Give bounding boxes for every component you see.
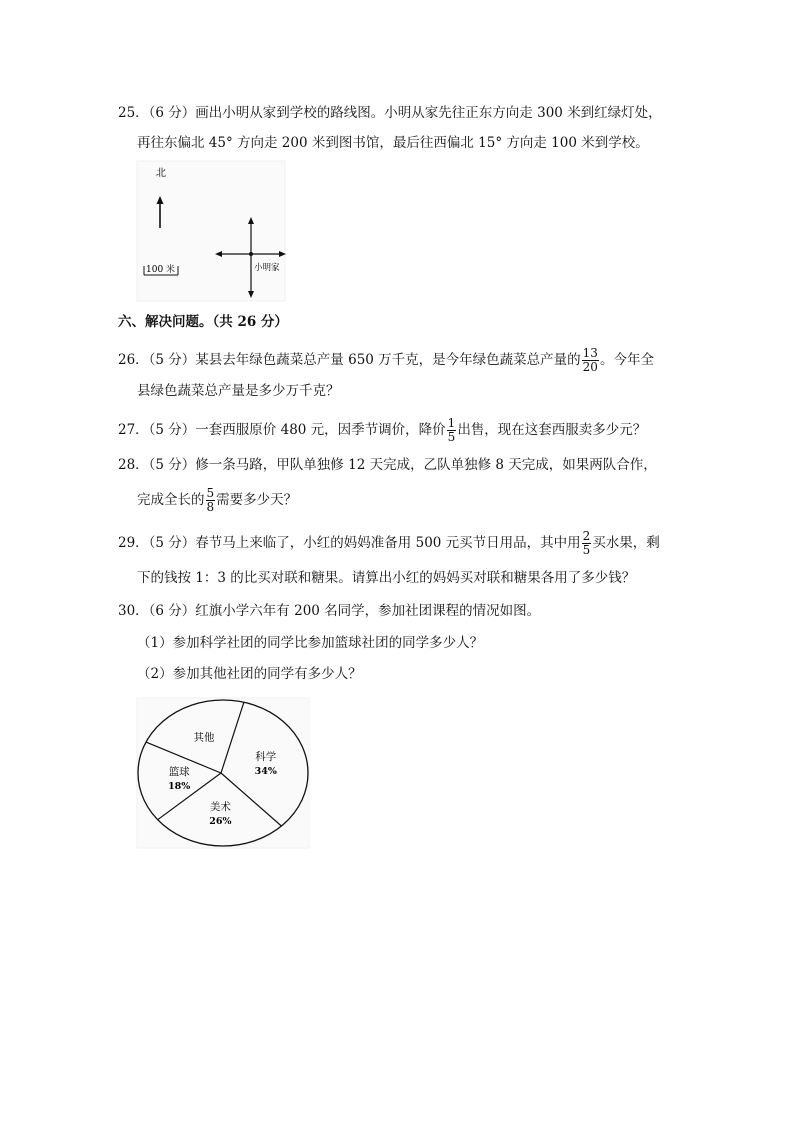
route-map-svg bbox=[136, 160, 286, 302]
q28-text-before: 完成全长的 bbox=[137, 492, 205, 508]
pie-slice-label: 科学 bbox=[255, 750, 277, 763]
q27-frac-den: 5 bbox=[447, 429, 456, 444]
pie-slice-label: 篮球 bbox=[168, 766, 190, 779]
pie-slice-label: 美术 bbox=[209, 801, 231, 814]
q30-sub1: （1）参加科学社团的同学比参加篮球社团的同学多少人？ bbox=[137, 635, 484, 651]
pie-slice-value: 18% bbox=[168, 781, 191, 793]
north-label: 北 bbox=[156, 168, 166, 179]
q27-line bbox=[118, 415, 646, 445]
q27-frac-num: 1 bbox=[447, 415, 456, 430]
pie-slice-value: 26% bbox=[209, 816, 232, 828]
scale-label: 100 米 bbox=[146, 265, 176, 275]
q29-frac-den: 5 bbox=[582, 542, 591, 557]
q27-text-after: 出售，现在这套西服卖多少元？ bbox=[457, 422, 647, 438]
q27-fraction bbox=[447, 417, 457, 444]
q29-frac-num: 2 bbox=[582, 528, 591, 543]
q25-line1: 25．（6 分）画出小明从家到学校的路线图。小明从家先往正东方向走 300 米到红绿灯处， bbox=[118, 105, 662, 121]
q29-text-before: 29．（5 分）春节马上来临了，小红的妈妈准备用 500 元买节日用品，其中用 bbox=[118, 535, 581, 551]
q29-text-after: 买水果，剩 bbox=[592, 535, 660, 551]
club-pie-chart bbox=[136, 697, 310, 849]
q26-frac-den: 20 bbox=[582, 359, 598, 374]
section-title: 六、解决问题。（共 26 分） bbox=[118, 314, 288, 330]
route-map-figure bbox=[136, 160, 286, 302]
q29-fraction bbox=[582, 530, 592, 557]
home-label: 小明家 bbox=[254, 263, 280, 273]
q26-line2: 县绿色蔬菜总产量是多少万千克？ bbox=[137, 383, 340, 399]
q29-line1 bbox=[118, 528, 660, 558]
q28-line2 bbox=[137, 485, 297, 515]
q26-text-after: 。今年全 bbox=[599, 352, 654, 368]
q26-text-before: 26．（5 分）某县去年绿色蔬菜总产量 650 万千克，是今年绿色蔬菜总产量的 bbox=[118, 352, 581, 368]
q26-fraction bbox=[582, 347, 599, 374]
q28-line1: 28．（5 分）修一条马路，甲队单独修 12 天完成，乙队单独修 8 天完成，如果两队合作， bbox=[118, 457, 657, 473]
q28-frac-num: 5 bbox=[206, 485, 215, 500]
pie-chart-svg bbox=[136, 697, 310, 849]
q26-frac-num: 13 bbox=[582, 345, 598, 360]
q29-line2: 下的钱按 1：3 的比买对联和糖果。请算出小红的妈妈买对联和糖果各用了多少钱？ bbox=[137, 570, 636, 586]
q28-frac-den: 8 bbox=[206, 499, 215, 514]
q26-line1 bbox=[118, 345, 654, 375]
q25-line2: 再往东偏北 45° 方向走 200 米到图书馆，最后往西偏北 15° 方向走 100 米到学校。 bbox=[137, 135, 649, 151]
q30-sub2: （2）参加其他社团的同学有多少人？ bbox=[137, 666, 362, 682]
q28-fraction bbox=[206, 487, 216, 514]
pie-slice-value: 34% bbox=[254, 765, 277, 777]
pie-slice-label: 其他 bbox=[193, 731, 215, 744]
q28-text-after: 需要多少天？ bbox=[216, 492, 298, 508]
q30-line1: 30．（6 分）红旗小学六年有 200 名同学，参加社团课程的情况如图。 bbox=[118, 603, 541, 619]
q27-text-before: 27．（5 分）一套西服原价 480 元，因季节调价，降价 bbox=[118, 422, 446, 438]
